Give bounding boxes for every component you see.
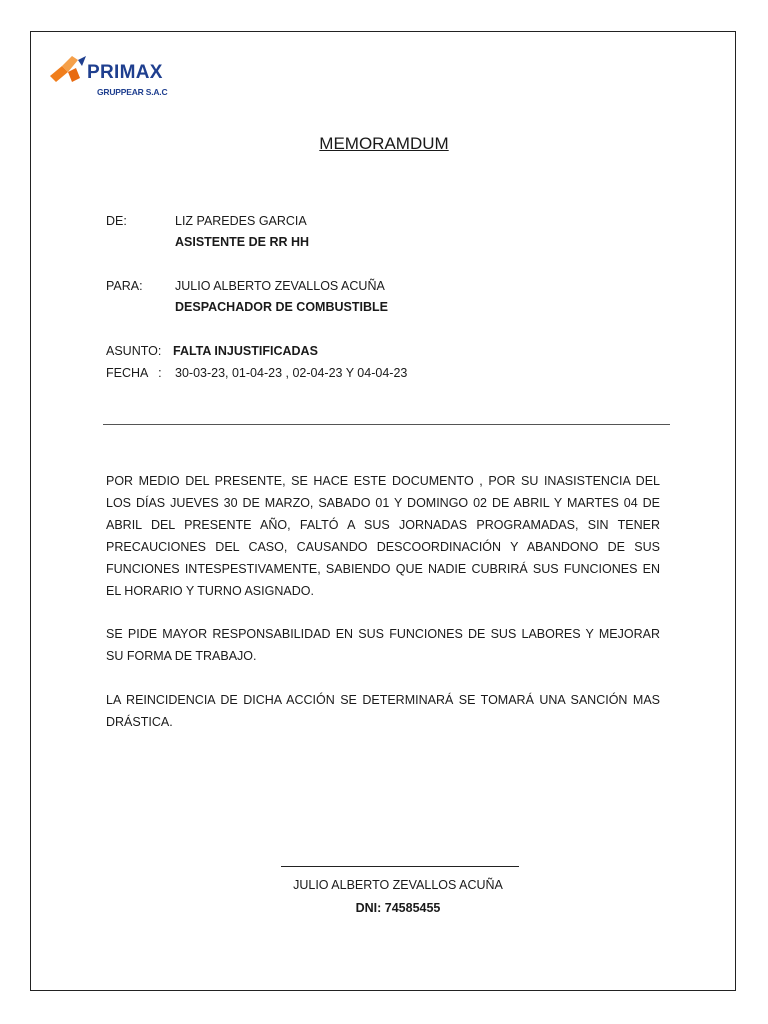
to-role: DESPACHADOR DE COMBUSTIBLE xyxy=(175,300,388,314)
logo-brand-name: PRIMAX xyxy=(87,62,163,83)
body-paragraph-3: LA REINCIDENCIA DE DICHA ACCIÓN SE DETERMINARÁ SE TOMARÁ UNA SANCIÓN MAS DRÁSTICA. xyxy=(106,693,660,729)
company-logo xyxy=(48,54,188,100)
signature-line xyxy=(281,866,519,867)
subject-value: FALTA INJUSTIFICADAS xyxy=(173,344,318,358)
logo-company-name: GRUPPEAR S.A.C xyxy=(97,87,168,97)
header-divider xyxy=(103,424,670,425)
to-label: PARA: xyxy=(106,279,143,293)
body-paragraph-2: SE PIDE MAYOR RESPONSABILIDAD EN SUS FUNCIONES DE SUS LABORES Y MEJORAR SU FORMA DE TRABAJO. xyxy=(106,627,660,663)
date-label: FECHA : xyxy=(106,366,162,380)
subject-label: ASUNTO: xyxy=(106,344,162,358)
signature-name: JULIO ALBERTO ZEVALLOS ACUÑA xyxy=(293,878,503,892)
from-role: ASISTENTE DE RR HH xyxy=(175,235,310,249)
memo-title: MEMORAMDUM xyxy=(319,134,449,153)
body-paragraph-1: POR MEDIO DEL PRESENTE, SE HACE ESTE DOCUMENTO , POR SU INASISTENCIA DEL LOS DÍAS JUEVES 30 DE MARZO, SABADO 01 Y DOMINGO 02 DE ABRIL Y MARTES 04 DE ABRIL DEL PRESENTE AÑO, FALTÓ A SUS JORNADAS PROGRAMADAS, SIN TENER PRECAUCIONES DEL CASO, CAUSANDO DESCOORDINACIÓN Y ABANDONO DE SUS FUNCIONES INTESPESTIVAMENTE, SABIENDO QUE NADIE CUBRIRÁ SUS FUNCIONES EN EL HORARIO Y TURNO ASIGNADO. xyxy=(106,474,660,598)
from-name: LIZ PAREDES GARCIA xyxy=(175,214,307,228)
primax-mark-icon xyxy=(48,54,88,88)
to-name: JULIO ALBERTO ZEVALLOS ACUÑA xyxy=(175,279,385,293)
from-label: DE: xyxy=(106,214,127,228)
signature-dni: DNI: 74585455 xyxy=(355,901,441,915)
date-value: 30-03-23, 01-04-23 , 02-04-23 Y 04-04-23 xyxy=(175,366,408,380)
